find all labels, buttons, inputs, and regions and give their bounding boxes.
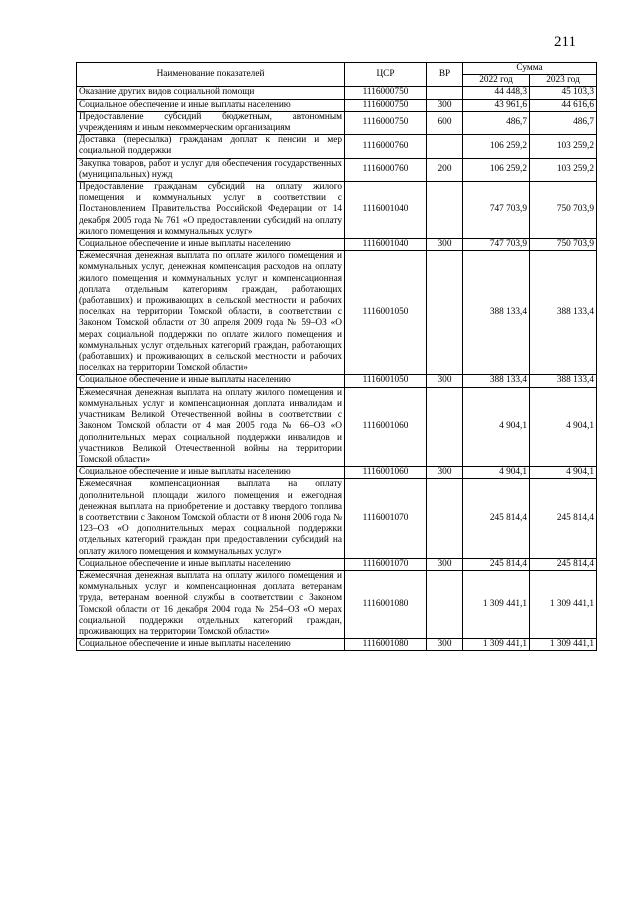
table-row (77, 387, 597, 466)
header-vr: ВР (427, 63, 463, 87)
table-header (77, 63, 597, 87)
row-name: Предоставление субсидий бюджетным, автономным учреждениям и иным некоммерческим организациям (77, 111, 345, 134)
row-sum-2022: 245 814,4 (463, 479, 530, 558)
row-sum-2023: 486,7 (530, 111, 597, 134)
row-vr (427, 87, 463, 99)
table-row (77, 570, 597, 638)
table-row (77, 375, 597, 387)
row-name: Ежемесячная денежная выплата по оплате жилого помещения и коммунальных услуг, денежная компенсация расходов на оплату жилого помещения и коммунальных услуг и компенсационная доплата отдельным категориям граждан, работающих (работавших) и проживающих в сельской местности и рабочих поселках на территории Томской области, в соответствии с Законом Томской области от 30 апреля 2009 года № 59–ОЗ «О мерах социальной поддержки по оплате жилого помещения и коммунальных услуг отдельных категорий граждан, работающих (работавших) и проживающих в сельской местности и рабочих поселках на территории Томской области» (77, 251, 345, 375)
table-row (77, 87, 597, 99)
row-sum-2023: 1 309 441,1 (530, 570, 597, 638)
row-sum-2022: 747 703,9 (463, 239, 530, 251)
row-sum-2022: 106 259,2 (463, 158, 530, 181)
table-row (77, 99, 597, 111)
row-csr: 1116001050 (345, 375, 427, 387)
row-vr (427, 387, 463, 466)
table-row (77, 467, 597, 479)
row-name: Социальное обеспечение и иные выплаты населению (77, 639, 345, 651)
row-vr: 300 (427, 558, 463, 570)
row-sum-2022: 388 133,4 (463, 251, 530, 375)
table-row (77, 639, 597, 651)
table-row (77, 558, 597, 570)
row-sum-2023: 750 703,9 (530, 182, 597, 239)
row-vr: 300 (427, 467, 463, 479)
row-sum-2022: 747 703,9 (463, 182, 530, 239)
row-sum-2022: 1 309 441,1 (463, 570, 530, 638)
budget-table (76, 62, 597, 651)
row-vr (427, 182, 463, 239)
row-sum-2023: 4 904,1 (530, 467, 597, 479)
row-vr (427, 135, 463, 158)
row-sum-2022: 43 961,6 (463, 99, 530, 111)
row-sum-2022: 4 904,1 (463, 467, 530, 479)
row-vr (427, 570, 463, 638)
row-vr: 300 (427, 239, 463, 251)
header-csr: ЦСР (345, 63, 427, 87)
header-year-2022: 2022 год (463, 75, 530, 87)
row-name: Социальное обеспечение и иные выплаты населению (77, 558, 345, 570)
row-vr (427, 251, 463, 375)
table-row (77, 479, 597, 558)
header-name: Наименование показателей (77, 63, 345, 87)
row-csr: 1116001070 (345, 479, 427, 558)
table-row (77, 251, 597, 375)
row-name: Социальное обеспечение и иные выплаты населению (77, 375, 345, 387)
row-csr: 1116000750 (345, 87, 427, 99)
row-sum-2023: 388 133,4 (530, 375, 597, 387)
row-sum-2023: 45 103,3 (530, 87, 597, 99)
row-sum-2022: 245 814,4 (463, 558, 530, 570)
row-name: Социальное обеспечение и иные выплаты населению (77, 99, 345, 111)
row-name: Ежемесячная компенсационная выплата на оплату дополнительной площади жилого помещения и ежегодная денежная выплата на приобретение и доставку твердого топлива в соответствии с Законом Томской области от 8 июня 2006 года № 123–ОЗ «О дополнительных мерах социальной поддержки отдельных категорий граждан при предоставлении субсидий на оплату жилого помещения и коммунальных услуг» (77, 479, 345, 558)
row-name: Оказание других видов социальной помощи (77, 87, 345, 99)
row-sum-2023: 388 133,4 (530, 251, 597, 375)
row-sum-2023: 750 703,9 (530, 239, 597, 251)
table-row (77, 239, 597, 251)
row-csr: 1116001080 (345, 570, 427, 638)
row-csr: 1116001040 (345, 239, 427, 251)
table-row (77, 111, 597, 134)
row-vr: 200 (427, 158, 463, 181)
row-vr: 300 (427, 639, 463, 651)
header-year-2023: 2023 год (530, 75, 597, 87)
row-csr: 1116000760 (345, 158, 427, 181)
row-csr: 1116001060 (345, 387, 427, 466)
table-body (77, 87, 597, 651)
row-csr: 1116001050 (345, 251, 427, 375)
row-csr: 1116000750 (345, 99, 427, 111)
table-row (77, 158, 597, 181)
header-sum: Сумма (463, 63, 597, 75)
table-row (77, 135, 597, 158)
row-vr: 300 (427, 375, 463, 387)
row-vr (427, 479, 463, 558)
table-row (77, 182, 597, 239)
row-sum-2022: 4 904,1 (463, 387, 530, 466)
row-csr: 1116001070 (345, 558, 427, 570)
row-name: Ежемесячная денежная выплата на оплату жилого помещения и коммунальных услуг и компенсационная доплата ветеранам труда, ветеранам военной службы в соответствии с Законом Томской области от 16 декабря 2004 года № 254–ОЗ «О мерах социальной поддержки отдельных категорий граждан, проживающих на территории Томской области» (77, 570, 345, 638)
row-csr: 1116001080 (345, 639, 427, 651)
row-sum-2023: 245 814,4 (530, 479, 597, 558)
row-vr: 600 (427, 111, 463, 134)
row-sum-2023: 103 259,2 (530, 135, 597, 158)
row-sum-2023: 44 616,6 (530, 99, 597, 111)
row-name: Предоставление гражданам субсидий на оплату жилого помещения и коммунальных услуг в соответствии с Постановлением Правительства Российской Федерации от 14 декабря 2005 года № 761 «О предоставлении субсидий на оплату жилого помещения и коммунальных услуг» (77, 182, 345, 239)
row-csr: 1116000760 (345, 135, 427, 158)
row-sum-2022: 1 309 441,1 (463, 639, 530, 651)
row-sum-2023: 103 259,2 (530, 158, 597, 181)
row-sum-2023: 1 309 441,1 (530, 639, 597, 651)
row-csr: 1116001040 (345, 182, 427, 239)
row-vr: 300 (427, 99, 463, 111)
row-sum-2022: 486,7 (463, 111, 530, 134)
row-name: Закупка товаров, работ и услуг для обеспечения государственных (муниципальных) нужд (77, 158, 345, 181)
row-name: Ежемесячная денежная выплата на оплату жилого помещения и коммунальных услуг и компенсационная доплата инвалидам и участникам Великой Отечественной войны в соответствии с Законом Томской области от 4 мая 2005 года № 66–ОЗ «О дополнительных мерах социальной поддержки инвалидов и участников Великой Отечественной войны на территории Томской области» (77, 387, 345, 466)
row-sum-2023: 4 904,1 (530, 387, 597, 466)
row-csr: 1116000750 (345, 111, 427, 134)
row-sum-2022: 106 259,2 (463, 135, 530, 158)
row-csr: 1116001060 (345, 467, 427, 479)
row-sum-2022: 44 448,3 (463, 87, 530, 99)
row-name: Социальное обеспечение и иные выплаты населению (77, 467, 345, 479)
row-sum-2022: 388 133,4 (463, 375, 530, 387)
page-number: 211 (554, 34, 576, 50)
row-name: Доставка (пересылка) гражданам доплат к пенсии и мер социальной поддержки (77, 135, 345, 158)
row-name: Социальное обеспечение и иные выплаты населению (77, 239, 345, 251)
row-sum-2023: 245 814,4 (530, 558, 597, 570)
